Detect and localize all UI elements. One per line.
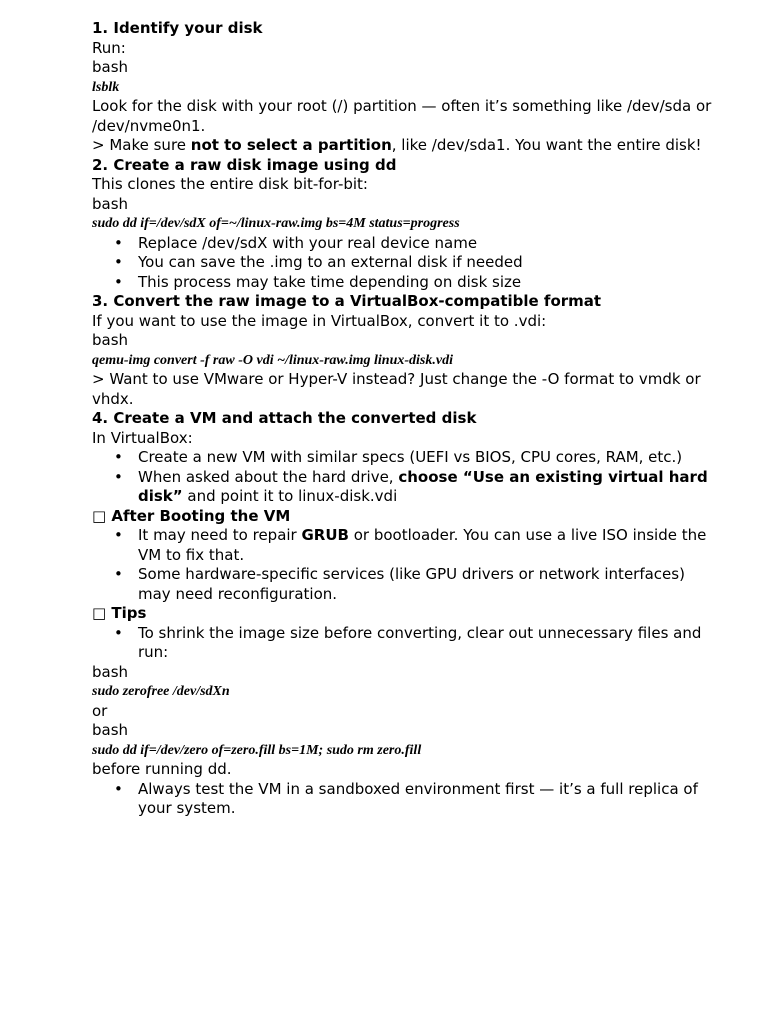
- note-emphasis: not to select a partition: [190, 136, 392, 154]
- list-item: • Some hardware-specific services (like GPU drivers or network interfaces) may need reconfiguration.: [138, 565, 712, 604]
- code-block: sudo dd if=/dev/zero of=zero.fill bs=1M; sudo rm zero.fill: [92, 742, 422, 758]
- list-item: • Create a new VM with similar specs (UEFI vs BIOS, CPU cores, RAM, etc.): [138, 448, 712, 468]
- section-2-heading: 2. Create a raw disk image using dd: [92, 155, 397, 174]
- code-lang-label: bash: [92, 58, 129, 76]
- after-booting-heading: □ After Booting the VM: [92, 506, 291, 525]
- bullet-list: [92, 780, 712, 819]
- list-item: • This process may take time depending on disk size: [138, 273, 712, 293]
- list-item-text: It may need to repair: [138, 526, 302, 544]
- bullet-list: [92, 448, 712, 507]
- bullet-list: [92, 526, 712, 604]
- note-paragraph: > Want to use VMware or Hyper-V instead? Just change the -O format to vmdk or vhdx.: [92, 370, 701, 408]
- list-item: • To shrink the image size before converting, clear out unnecessary files and run:: [138, 624, 712, 663]
- section-3-heading: 3. Convert the raw image to a VirtualBox-compatible format: [92, 292, 602, 310]
- list-item: • Replace /dev/sdX with your real device name: [138, 234, 712, 254]
- list-item-emphasis: GRUB: [301, 526, 349, 544]
- list-item-text: When asked about the hard drive,: [138, 467, 399, 486]
- bullet-list: [92, 624, 712, 663]
- tips-heading: □ Tips: [92, 604, 147, 622]
- list-item: [138, 468, 712, 507]
- paragraph: If you want to use the image in VirtualBox, convert it to .vdi:: [92, 311, 547, 330]
- paragraph: before running dd.: [92, 760, 232, 778]
- bullet-list: [92, 234, 712, 293]
- code-block: sudo zerofree /dev/sdXn: [92, 684, 230, 699]
- code-lang-label: bash: [92, 721, 129, 739]
- code-lang-label: bash: [92, 331, 129, 349]
- code-lang-label: bash: [92, 662, 129, 681]
- paragraph: This clones the entire disk bit-for-bit:: [92, 175, 368, 193]
- list-item: [138, 526, 712, 565]
- code-block: lsblk: [92, 79, 120, 95]
- code-lang-label: bash: [92, 194, 129, 213]
- list-item: • You can save the .img to an external disk if needed: [138, 253, 712, 273]
- note-text: > Make sure: [92, 136, 191, 154]
- run-label: Run:: [92, 38, 126, 57]
- code-block: qemu-img convert -f raw -O vdi ~/linux-raw.img linux-disk.vdi: [92, 352, 453, 368]
- list-item: • Always test the VM in a sandboxed environment first — it’s a full replica of your system.: [138, 780, 712, 819]
- note-paragraph: [92, 136, 712, 156]
- code-block: sudo dd if=/dev/sdX of=~/linux-raw.img bs=4M status=progress: [92, 216, 460, 231]
- section-1-heading: 1. Identify your disk: [92, 19, 263, 37]
- list-item-text: and point it to linux-disk.vdi: [182, 487, 398, 505]
- paragraph: Look for the disk with your root (/) partition — often it’s something like /dev/sda or /dev/nvme0n1.: [92, 97, 712, 135]
- or-label: or: [92, 701, 108, 720]
- list-item-emphasis: choose “Use an existing virtual hard disk”: [138, 467, 708, 505]
- list-item-text: or bootloader. You can use a live ISO inside the VM to fix that.: [138, 526, 707, 564]
- section-4-heading: 4. Create a VM and attach the converted disk: [92, 409, 477, 427]
- paragraph: In VirtualBox:: [92, 428, 193, 447]
- note-text: , like /dev/sda1. You want the entire disk!: [391, 136, 702, 154]
